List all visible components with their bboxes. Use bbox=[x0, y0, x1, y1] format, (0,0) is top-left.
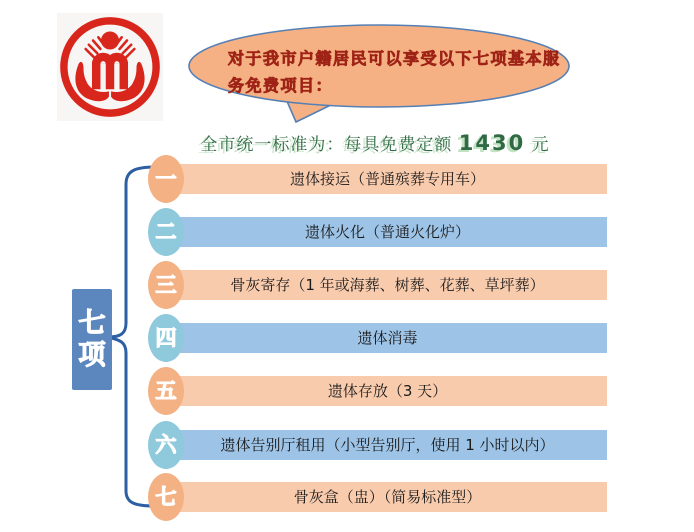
service-item-number-badge bbox=[148, 367, 184, 415]
service-item-row-6 bbox=[148, 421, 607, 469]
service-item-bar bbox=[168, 482, 607, 512]
service-item-label: 遗体消毒 bbox=[357, 329, 418, 347]
service-item-row-4 bbox=[148, 314, 607, 362]
brace-label-char-1: 七 bbox=[78, 308, 106, 339]
service-item-row-1 bbox=[148, 155, 607, 203]
service-item-label: 遗体告别厅租用（小型告别厅，使用 1 小时以内） bbox=[220, 436, 555, 454]
brace-label-char-2: 项 bbox=[78, 340, 106, 371]
standard-price-suffix: 元 bbox=[525, 135, 550, 155]
service-item-number: 三 bbox=[155, 273, 177, 297]
service-item-bar bbox=[168, 164, 607, 194]
speech-bubble-text: 对于我市户籍居民可以享受以下七项基本服务免费项目： bbox=[228, 49, 561, 95]
standard-price-prefix: 全市统一标准为：每具免费定额 bbox=[200, 135, 459, 155]
service-item-bar bbox=[168, 217, 607, 247]
service-item-label: 骨灰盒（盅）（简易标准型） bbox=[293, 488, 482, 506]
service-item-row-2 bbox=[148, 208, 607, 256]
service-item-number-badge bbox=[148, 421, 184, 469]
service-item-number: 一 bbox=[155, 167, 177, 191]
service-item-row-7 bbox=[148, 473, 607, 521]
civil-affairs-emblem-icon bbox=[57, 13, 163, 121]
service-item-number: 七 bbox=[155, 485, 177, 509]
service-item-number: 二 bbox=[155, 220, 177, 244]
service-item-label: 遗体接运（普通殡葬专用车） bbox=[289, 170, 485, 188]
service-item-number: 四 bbox=[155, 326, 177, 350]
standard-price-amount: 1430 bbox=[458, 131, 526, 155]
service-item-number: 五 bbox=[155, 379, 177, 403]
brace-label bbox=[72, 289, 112, 390]
service-item-number-badge bbox=[148, 261, 184, 309]
service-item-label: 遗体火化（普通火化炉） bbox=[304, 223, 470, 241]
service-item-bar bbox=[168, 270, 607, 300]
service-item-bar bbox=[168, 430, 607, 460]
service-item-number-badge bbox=[148, 473, 184, 521]
service-item-number-badge bbox=[148, 208, 184, 256]
service-item-number-badge bbox=[148, 314, 184, 362]
service-item-row-3 bbox=[148, 261, 607, 309]
civil-affairs-logo bbox=[57, 13, 163, 121]
service-item-number: 六 bbox=[155, 433, 177, 457]
service-item-number-badge bbox=[148, 155, 184, 203]
standard-price-line bbox=[140, 130, 610, 155]
service-item-label: 遗体存放（3 天） bbox=[327, 382, 448, 400]
service-item-label: 骨灰寄存（1 年或海葬、树葬、花葬、草坪葬） bbox=[230, 276, 545, 294]
service-item-bar bbox=[168, 376, 607, 406]
service-item-bar bbox=[168, 323, 607, 353]
service-item-row-5 bbox=[148, 367, 607, 415]
